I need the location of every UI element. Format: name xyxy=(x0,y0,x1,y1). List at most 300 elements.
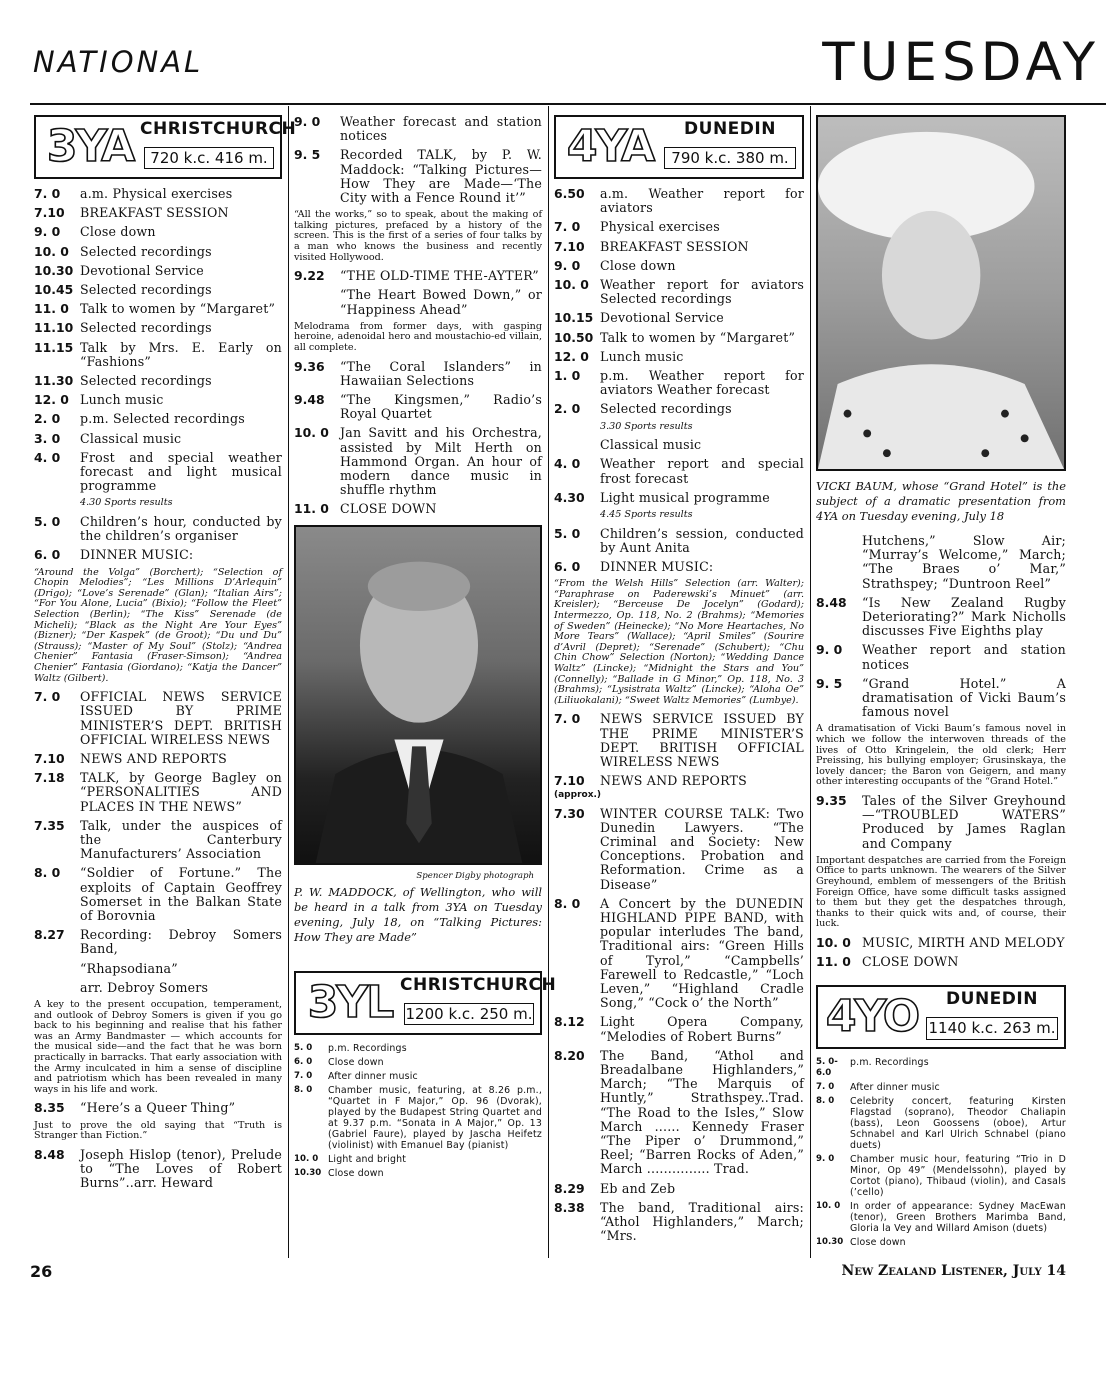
programme-description: CLOSE DOWN xyxy=(340,501,437,517)
programme-item-wrap xyxy=(80,928,282,956)
programme-time: 6. 0 xyxy=(294,1056,313,1067)
programme-time: 10. 0 xyxy=(294,425,329,441)
programme-description: Joseph Hislop (tenor), Prelude to “The Loves of Robert Burns”..arr. Heward xyxy=(80,1146,282,1191)
programme-note: Melodrama from former days, with gasping heroine, adenoidal hero and moustachio-ed villain, all complete. xyxy=(294,320,542,353)
programme-item-wrap xyxy=(850,1096,1066,1151)
station-city: DUNEDIN xyxy=(946,989,1038,1010)
programme-item-wrap xyxy=(600,1015,804,1043)
programme-note: A dramatisation of Vicki Baum’s famous novel in which we follow the interwoven threads of the lives of Otto Kringelein, the old clerk; Herr Preissing, his bullying employer; Grusinskaya, the lovely dancer; the Baron von Geigern, and many other interesting occupants of the “Grand Hotel.” xyxy=(816,723,1066,788)
programme-item-wrap xyxy=(600,350,804,364)
portrait-photo-maddock xyxy=(294,525,542,865)
programme-item-wrap xyxy=(600,402,804,416)
programme-time: 10. 0 xyxy=(294,1153,319,1164)
programme-description: Chamber music, featuring, at 8.26 p.m., “Quartet in F Major,” Op. 96 (Dvorak), played by the Budapest String Quartet and at 9.37 p.m. “Sonata in A Major,” Op. 13 (Gabriel Faure), played by Jascha Heifetz (violinist) with Emanuel Bay (pianist) xyxy=(328,1084,542,1151)
programme-entry xyxy=(294,1057,542,1068)
programme-entry xyxy=(816,1237,1066,1248)
programme-description: “Grand Hotel.” A dramatisation of Vicki Baum’s famous novel xyxy=(862,675,1066,720)
programme-time: 8.27 xyxy=(34,927,65,943)
programme-entry xyxy=(294,288,542,316)
programme-time: 5. 0-6.0 xyxy=(816,1057,838,1079)
programme-item-wrap xyxy=(340,502,542,516)
programme-time: 10.45 xyxy=(34,282,74,298)
programme-entry xyxy=(34,451,282,494)
programme-entry xyxy=(554,311,804,325)
programme-item-wrap xyxy=(862,534,1066,591)
programme-item-wrap xyxy=(600,897,804,1011)
programme-item-wrap xyxy=(600,240,804,254)
station-frequency: 1140 k.c. 263 m. xyxy=(926,1017,1058,1039)
programme-item-wrap xyxy=(862,643,1066,671)
programme-description: “The Kingsmen,” Radio’s Royal Quartet xyxy=(340,391,542,422)
programme-entry xyxy=(554,220,804,234)
programme-item-wrap xyxy=(80,245,282,259)
programme-item-wrap xyxy=(80,752,282,766)
column-divider xyxy=(548,106,549,1258)
programme-entry xyxy=(34,412,282,426)
programme-item-wrap xyxy=(600,1049,804,1177)
programme-item-wrap xyxy=(80,451,282,494)
programme-item-wrap xyxy=(600,331,804,345)
programme-note: “All the works,” so to speak, about the making of talking pictures, prefaced by a history of the screen. This is the first of a series of four talks by a man who knows the business and recently visited Hollywood. xyxy=(294,209,542,263)
programme-item-wrap xyxy=(850,1201,1066,1234)
programme-description: Close down xyxy=(80,224,156,240)
programme-item-wrap xyxy=(600,438,804,452)
station-banner-4ya xyxy=(554,115,804,179)
photo-caption: VICKI BAUM, whose “Grand Hotel” is the subject of a dramatic presentation from 4YA on Tuesday evening, July 18 xyxy=(816,479,1066,523)
programme-time: 9. 5 xyxy=(816,675,843,691)
programme-item-wrap xyxy=(600,311,804,325)
programme-item-wrap xyxy=(600,712,804,769)
programme-description: “The Coral Islanders” in Hawaiian Selections xyxy=(340,358,542,388)
programme-time: 2. 0 xyxy=(34,411,61,427)
programme-time: 10. 0 xyxy=(34,243,69,259)
programme-entry xyxy=(34,206,282,220)
programme-time xyxy=(554,438,600,452)
programme-description: Weather report and special frost forecast xyxy=(600,456,804,486)
programme-time: 11.30 xyxy=(34,373,74,389)
programme-description: Children’s hour, conducted by the children’s organiser xyxy=(80,514,282,544)
programme-description: DINNER MUSIC: xyxy=(600,559,714,575)
programme-description: WINTER COURSE TALK: Two Dunedin Lawyers. “The Criminal and Society: New Conceptions. Probation and Reformation. Crime as a Disease” xyxy=(600,805,804,892)
programme-entry xyxy=(816,936,1066,950)
programme-entry xyxy=(294,502,542,516)
programme-time: 10.30 xyxy=(816,1237,844,1248)
station-city: CHRISTCHURCH xyxy=(400,974,557,995)
programme-item-wrap xyxy=(340,269,542,283)
programme-time: 7. 0 xyxy=(816,1082,835,1093)
programme-item-wrap xyxy=(600,560,804,574)
programme-item-wrap xyxy=(80,866,282,923)
programme-time: 6. 0 xyxy=(34,547,61,563)
programme-description: Physical exercises xyxy=(112,186,233,201)
column-3ya-continued xyxy=(294,114,557,1182)
programme-description: Chamber music hour, featuring “Trio in D Minor, Op 49” (Mendelssohn), played by Cortot (piano), Thibaud (violin), and Casals (’cello) xyxy=(850,1154,1066,1199)
programme-entry xyxy=(34,548,282,562)
programme-description: The Band, “Athol and Breadalbane Highlanders,” March; “The Marquis of Huntly,” Strathspey..Trad. “The Road to the Isles,” Slow March ...... Kennedy Fraser “The Piper o’ Drummond,” Reel; “Barren Rocks of Aden,” March ............... Trad. xyxy=(600,1047,804,1177)
programme-entry xyxy=(34,771,282,814)
programme-entry xyxy=(554,1182,804,1196)
programme-entry xyxy=(294,1085,542,1151)
programme-entry xyxy=(816,1201,1066,1234)
programme-item-wrap xyxy=(340,288,542,316)
programme-entry xyxy=(554,807,804,892)
programme-entry xyxy=(554,897,804,1011)
programme-description: “Here’s a Queer Thing” xyxy=(80,1100,236,1116)
programme-description: Light Opera Company, “Melodies of Robert Burns” xyxy=(600,1014,804,1044)
programme-item-wrap xyxy=(80,321,282,335)
programme-entry xyxy=(34,374,282,388)
programme-time: 9. 0 xyxy=(34,224,61,240)
programme-item-wrap xyxy=(328,1085,542,1151)
programme-item-wrap xyxy=(340,393,542,421)
programme-time xyxy=(294,288,340,316)
programme-time: 8.48 xyxy=(34,1146,65,1162)
programme-item-wrap xyxy=(600,220,804,234)
programme-time: 9.35 xyxy=(816,793,847,808)
programme-time: 4. 0 xyxy=(34,449,61,465)
programme-item-wrap xyxy=(600,774,804,788)
programme-note: “From the Welsh Hills” Selection (arr. Walter); “Paraphrase on Paderewski’s Minuet” (arr. Kreisler); “Berceuse De Jocelyn” (Godard); Intermezzo, Op. 118, No. 2 (Brahms); “Memories of Sweden” (Heinecke); “No More Heartaches, No More Tears” (Wallace); “April Smiles” (Sourire d’Avril (Depret); “Serenade” (Schubert); “Chu Chin Chow” Selection (Norton); “Wedding Dance Waltz” (Lincke); “Midnight the Stars and You” (Connelly); “Ballade in G Minor,” Op. 118, No. 3 (Brahms); “Lysistrata Waltz” (Lincke); “Aloha Oe” (Liliuokalani); “Sweet Waltz Memories” (Lumbye). xyxy=(554,578,804,706)
programme-description: Selected recordings xyxy=(600,401,732,417)
programme-time: 12. 0 xyxy=(34,392,69,408)
programme-item-wrap xyxy=(862,936,1066,950)
programme-time: 6.50 xyxy=(554,186,585,201)
programme-description: Recorded TALK, by P. W. Maddock: “Talking Pictures—How They are Made—‘The City with a Fence Round it’” xyxy=(340,147,542,206)
time-suffix: p.m. xyxy=(80,411,109,427)
programme-time: 9.22 xyxy=(294,268,325,284)
programme-time: 7. 0 xyxy=(34,186,61,201)
programme-time: 7.35 xyxy=(34,817,65,833)
programme-time: 9. 0 xyxy=(816,642,843,658)
programme-item-wrap xyxy=(80,1148,282,1191)
programme-entry xyxy=(294,426,542,497)
programme-entry xyxy=(554,1201,804,1244)
programme-entry xyxy=(816,534,1066,591)
programme-time: 9. 0 xyxy=(294,114,321,129)
programme-time: 7.10 xyxy=(554,773,585,789)
station-city: CHRISTCHURCH xyxy=(140,119,297,139)
programme-entry xyxy=(34,187,282,201)
programme-description: Children’s session, conducted by Aunt Anita xyxy=(600,525,804,555)
column-divider xyxy=(288,106,289,1258)
programme-item-wrap xyxy=(340,360,542,388)
programme-item-wrap xyxy=(850,1237,1066,1248)
programme-description: OFFICIAL NEWS SERVICE ISSUED BY PRIME MINISTER’S DEPT. BRITISH OFFICIAL WIRELESS NEWS xyxy=(80,689,282,747)
programme-entry xyxy=(34,302,282,316)
photo-credit: Spencer Digby photograph xyxy=(416,870,534,881)
programme-time: 8. 0 xyxy=(34,865,61,881)
programme-time: 10. 0 xyxy=(554,277,589,293)
programme-entry xyxy=(34,981,282,995)
programme-time: 2. 0 xyxy=(554,401,581,417)
station-call-sign: 3YA xyxy=(46,120,134,172)
programme-item-wrap xyxy=(80,548,282,562)
programme-description: NEWS AND REPORTS xyxy=(80,751,227,766)
programme-time: 10.30 xyxy=(294,1167,322,1178)
programme-time: 4. 0 xyxy=(554,456,581,472)
programme-item-wrap xyxy=(80,393,282,407)
header-rule xyxy=(30,103,1106,105)
programme-item-wrap xyxy=(80,432,282,446)
programme-entry xyxy=(34,515,282,543)
programme-item-wrap xyxy=(328,1154,542,1165)
programme-item-wrap xyxy=(600,527,804,555)
programme-time: 8.12 xyxy=(554,1014,585,1030)
programme-time: 10.15 xyxy=(554,310,594,326)
programme-entry xyxy=(554,560,804,574)
programme-description: After dinner music xyxy=(850,1082,940,1094)
programme-item-wrap xyxy=(80,206,282,220)
programme-description: Weather report for aviators xyxy=(600,186,804,216)
time-suffix: p.m. xyxy=(600,368,629,384)
programme-time: 7. 0 xyxy=(294,1070,313,1081)
programme-entry xyxy=(34,264,282,278)
programme-item-wrap xyxy=(600,187,804,215)
programme-item-wrap xyxy=(862,955,1066,969)
programme-time: 7.10 xyxy=(34,751,65,766)
programme-entry xyxy=(554,402,804,416)
programme-time: 11. 0 xyxy=(816,954,851,970)
programme-description: BREAKFAST SESSION xyxy=(600,238,749,254)
programme-item-wrap xyxy=(850,1057,1066,1079)
programme-entry xyxy=(554,278,804,306)
programme-time xyxy=(816,534,862,591)
programme-note: 3.30 Sports results xyxy=(600,420,693,432)
programme-time: 8.20 xyxy=(554,1047,585,1063)
programme-description: Selected recordings xyxy=(80,320,212,336)
programme-description: Selected recordings xyxy=(80,282,212,298)
programme-time: 7. 0 xyxy=(554,711,581,727)
station-banner-4yo xyxy=(816,985,1066,1049)
programme-item-wrap xyxy=(600,457,804,485)
programme-description: MUSIC, MIRTH AND MELODY xyxy=(862,934,1065,950)
programme-description: “Rhapsodiana” xyxy=(80,960,178,976)
programme-item-wrap xyxy=(80,412,282,426)
programme-time: 11.15 xyxy=(34,339,74,355)
photo-caption: P. W. MADDOCK, of Wellington, who will be heard in a talk from 3YA on Tuesday evening, July 18, on “Talking Pictures: How They are Made” xyxy=(294,884,542,944)
station-frequency: 790 k.c. 380 m. xyxy=(664,147,796,169)
programme-description: Close down xyxy=(850,1237,906,1249)
programme-item-wrap xyxy=(340,426,542,497)
programme-description: Close down xyxy=(328,1056,384,1068)
programme-description: Devotional Service xyxy=(600,310,724,326)
programme-note: A key to the present occupation, temperament, and outlook of Debroy Somers is given if you go back to his beginning and realise that his father was an Army Bandmaster — which accounts for the musical side—and the fact that he was born practically in barracks. That early association with the Army inculcated in him a sense of discipline and patriotism which has been revealed in many ways in his life and work. xyxy=(34,999,282,1095)
programme-item-wrap xyxy=(80,341,282,369)
programme-description: The band, Traditional airs: “Athol Highlanders,” March; “Mrs. xyxy=(600,1199,804,1244)
station-call-sign: 4YA xyxy=(566,120,654,172)
programme-entry xyxy=(554,240,804,254)
programme-time: 7.10 xyxy=(554,238,585,254)
programme-description: Talk to women by “Margaret” xyxy=(600,329,796,345)
programme-description: arr. Debroy Somers xyxy=(80,979,209,995)
programme-list xyxy=(816,1057,1066,1248)
programme-time: 11. 0 xyxy=(34,301,69,317)
programme-entry xyxy=(294,1043,542,1054)
programme-entry xyxy=(34,283,282,297)
page-number: 26 xyxy=(30,1262,53,1281)
programme-description: Talk, under the auspices of the Canterbury Manufacturers’ Association xyxy=(80,817,282,862)
programme-item-wrap xyxy=(600,807,804,892)
station-frequency: 1200 k.c. 250 m. xyxy=(404,1003,534,1025)
programme-time xyxy=(34,981,80,995)
programme-description: After dinner music xyxy=(328,1070,418,1082)
day-title: TUESDAY xyxy=(822,32,1100,93)
programme-description: Weather report and station notices xyxy=(862,642,1066,672)
time-suffix: a.m. xyxy=(80,186,109,201)
programme-entry xyxy=(294,148,542,205)
programme-item-wrap xyxy=(600,1201,804,1244)
programme-item-wrap xyxy=(328,1071,542,1082)
programme-time xyxy=(34,962,80,976)
programme-description: p.m. Recordings xyxy=(850,1057,929,1069)
programme-description: Weather report for aviators Weather forecast xyxy=(600,368,804,398)
programme-item-wrap xyxy=(80,225,282,239)
portrait-photo-vicki-baum xyxy=(816,115,1066,471)
programme-description: In order of appearance: Sydney MacEwan (tenor), Green Brothers Marimba Band, Gloria la Vey and Willard Amison (duets) xyxy=(850,1201,1066,1235)
programme-description: Selected recordings xyxy=(80,243,212,259)
programme-item-wrap xyxy=(80,264,282,278)
programme-entry xyxy=(34,819,282,862)
programme-note: “Around the Volga” (Borchert); “Selection of Chopin Melodies”; “Les Millions D’Arlequin” (Drigo); “Love’s Serenade” (Glan); “Italian Airs”; “For You Alone, Lucia” (Bixio); “Follow the Fleet” Selection (Berlin); “The Kiss” Serenade (de Micheli); “Black as the Night Are Your Eyes” (Bizner); “Der Kaspek” (de Groot); “Du und Du” (Strauss); “Master of My Soul” (Stolz); “Andrea Chenier” Fantasia (Fraser-Simson); “Andrea Chenier” Fantasia (Giordano); “Katja the Dancer” Waltz (Gilbert). xyxy=(34,566,282,684)
programme-description: Lunch music xyxy=(80,392,164,408)
programme-entry xyxy=(816,794,1066,851)
programme-entry xyxy=(294,360,542,388)
programme-entry xyxy=(554,712,804,769)
programme-time: 8. 0 xyxy=(294,1084,313,1095)
programme-description: NEWS SERVICE ISSUED BY THE PRIME MINISTER’S DEPT. BRITISH OFFICIAL WIRELESS NEWS xyxy=(600,711,804,769)
programme-time: 7. 0 xyxy=(554,219,581,235)
column-divider xyxy=(810,106,811,1258)
programme-description: Selected recordings xyxy=(113,411,245,427)
programme-subnote: (approx.) xyxy=(554,790,602,801)
programme-description: Weather report for aviators Selected recordings xyxy=(600,277,804,307)
programme-time: 5. 0 xyxy=(554,525,581,541)
programme-description: Recording: Debroy Somers Band, xyxy=(80,927,282,957)
programme-description: Talk by Mrs. E. Early on “Fashions” xyxy=(80,339,282,369)
programme-list xyxy=(816,534,1066,969)
programme-entry xyxy=(554,1015,804,1043)
programme-entry xyxy=(294,1168,542,1179)
programme-time: 8.29 xyxy=(554,1180,585,1196)
programme-time: 8. 0 xyxy=(816,1096,835,1107)
programme-time: 8.35 xyxy=(34,1100,65,1116)
programme-description: Frost and special weather forecast and light musical programme xyxy=(80,449,282,494)
programme-time: 8. 0 xyxy=(554,895,581,911)
programme-entry xyxy=(294,115,542,143)
programme-entry xyxy=(294,1154,542,1165)
programme-entry xyxy=(294,269,542,283)
programme-time: 9.36 xyxy=(294,358,325,374)
programme-entry xyxy=(816,1057,1066,1079)
programme-item-wrap xyxy=(340,115,542,143)
programme-entry xyxy=(34,690,282,747)
programme-time: 10. 0 xyxy=(816,934,851,950)
programme-entry xyxy=(816,643,1066,671)
programme-item-wrap xyxy=(80,515,282,543)
programme-description: DINNER MUSIC: xyxy=(80,547,194,563)
programme-time: 11.10 xyxy=(34,320,74,336)
programme-description: “Is New Zealand Rugby Deteriorating?” Mark Nicholls discusses Five Eighths play xyxy=(862,594,1066,639)
programme-description: Weather forecast and station notices xyxy=(340,114,542,144)
programme-entry xyxy=(554,438,804,452)
programme-note: 4.45 Sports results xyxy=(600,509,693,521)
column-4ya xyxy=(554,115,804,1248)
programme-entry xyxy=(34,245,282,259)
programme-time: 9.48 xyxy=(294,391,325,407)
programme-item-wrap xyxy=(600,259,804,273)
programme-entry xyxy=(554,331,804,345)
programme-time: 5. 0 xyxy=(294,1042,313,1053)
programme-item-wrap xyxy=(328,1168,542,1179)
programme-item-wrap xyxy=(600,369,804,397)
programme-item-wrap xyxy=(862,794,1066,851)
programme-item-wrap xyxy=(80,283,282,297)
programme-description: CLOSE DOWN xyxy=(862,954,959,970)
programme-description: “THE OLD-TIME THE-AYTER” xyxy=(340,268,539,284)
programme-description: TALK, by George Bagley on “PERSONALITIES AND PLACES IN THE NEWS” xyxy=(80,770,282,814)
programme-entry xyxy=(34,341,282,369)
programme-description: BREAKFAST SESSION xyxy=(80,205,229,221)
programme-item-wrap xyxy=(80,374,282,388)
programme-entry xyxy=(816,677,1066,720)
programme-description: Physical exercises xyxy=(600,219,720,235)
programme-entry xyxy=(554,527,804,555)
programme-entry xyxy=(816,1154,1066,1198)
programme-time: 10.50 xyxy=(554,329,594,345)
programme-entry xyxy=(34,752,282,766)
programme-item-wrap xyxy=(862,677,1066,720)
programme-time: 12. 0 xyxy=(554,348,589,364)
programme-entry xyxy=(554,1049,804,1177)
programme-entry xyxy=(554,259,804,273)
programme-description: Jan Savitt and his Orchestra, assisted by Milt Herth on Hammond Organ. An hour of modern dance music in shuffle rhythm xyxy=(340,425,542,498)
programme-item-wrap xyxy=(80,1101,282,1115)
programme-description: A Concert by the DUNEDIN HIGHLAND PIPE BAND, with popular interludes The band, Traditional airs: “Green Hills of Tyrol,” “Campbells’ Farewell to Redcastle,” “Loch Leven,” “Highland Cradle Song,” “Cock o’ the North” xyxy=(600,895,804,1011)
programme-time: 7.10 xyxy=(34,205,65,221)
programme-description: Devotional Service xyxy=(80,262,204,278)
programme-description: Close down xyxy=(328,1167,384,1179)
programme-time: 8.38 xyxy=(554,1199,585,1215)
programme-time: 9. 0 xyxy=(554,257,581,273)
programme-time: 10. 0 xyxy=(816,1201,841,1212)
programme-item-wrap xyxy=(600,278,804,306)
programme-item-wrap xyxy=(80,981,282,995)
programme-description: “Soldier of Fortune.” The exploits of Captain Geoffrey Somerset in the Balkan State of Borovnia xyxy=(80,865,282,924)
programme-entry xyxy=(34,866,282,923)
programme-list xyxy=(294,1043,542,1179)
programme-list xyxy=(294,115,542,517)
programme-description: Selected recordings xyxy=(80,373,212,389)
programme-entry xyxy=(816,1096,1066,1151)
programme-entry xyxy=(34,432,282,446)
programme-description: Tales of the Silver Greyhound —“TROUBLED WATERS” Produced by James Raglan and Company xyxy=(862,793,1066,851)
programme-item-wrap xyxy=(328,1043,542,1054)
programme-description: Celebrity concert, featuring Kirsten Flagstad (soprano), Theodor Chaliapin (bass), Leon Goossens (oboe), Artur Schnabel and Karl Ulrich Schnabel (piano duets) xyxy=(850,1096,1066,1152)
programme-description: Hutchens,” Slow Air; “Murray’s Welcome,” March; “The Braes o’ Mar,” Strathspey; “Duntroon Reel” xyxy=(862,533,1066,591)
programme-item-wrap xyxy=(80,962,282,976)
programme-description: Classical music xyxy=(600,437,702,453)
programme-description: p.m. Recordings xyxy=(328,1042,407,1054)
programme-time: 5. 0 xyxy=(34,514,61,530)
programme-list xyxy=(554,187,804,1243)
programme-description: Close down xyxy=(600,257,676,273)
programme-item-wrap xyxy=(80,187,282,201)
section-label: NATIONAL xyxy=(33,45,204,79)
programme-entry xyxy=(34,225,282,239)
programme-entry xyxy=(554,187,804,215)
programme-time: 3. 0 xyxy=(34,430,61,446)
programme-entry xyxy=(816,955,1066,969)
